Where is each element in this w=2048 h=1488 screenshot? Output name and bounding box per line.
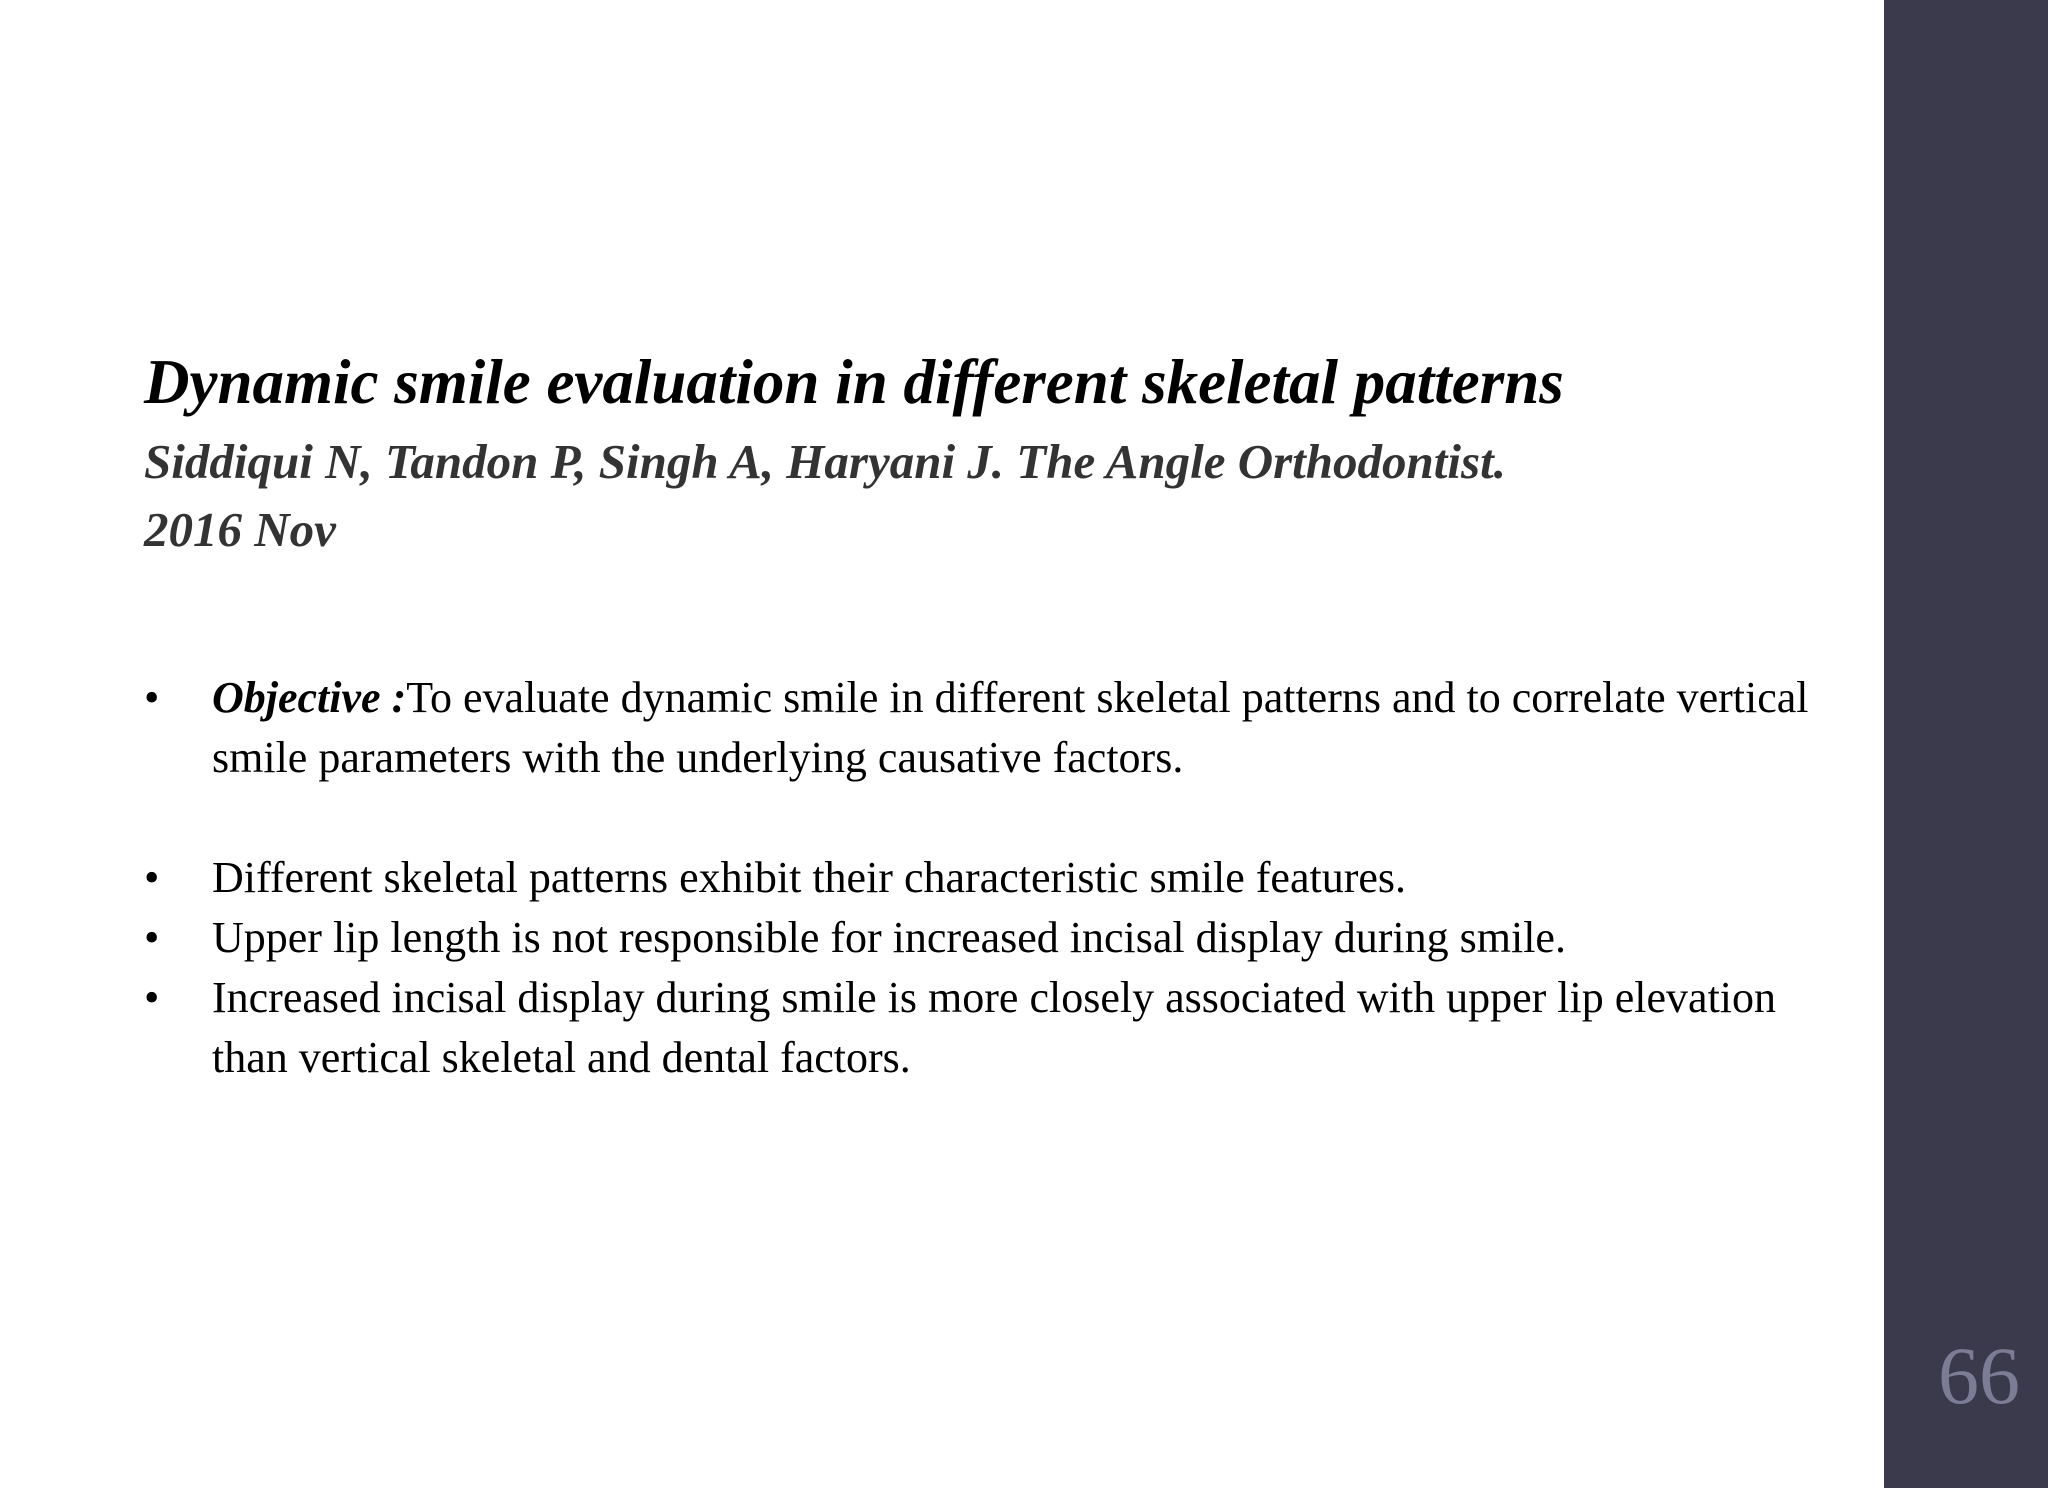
bullet-marker: • — [144, 913, 160, 962]
citation — [144, 428, 1864, 564]
citation-authors-journal: Siddiqui N, Tandon P, Singh A, Haryani J. The Angle Orthodontist. — [144, 434, 1506, 489]
finding-text: Increased incisal display during smile is more closely associated with upper lip elevation than vertical skeletal and dental factors. — [212, 973, 1777, 1082]
objective-text: To evaluate dynamic smile in different skeletal patterns and to correlate vertical smile parameters with the underlying causative factors. — [212, 673, 1809, 782]
sidebar-accent — [1884, 0, 2048, 1488]
bullet-list — [144, 668, 1844, 1088]
list-spacer — [144, 788, 1844, 848]
bullet-marker: • — [144, 973, 160, 1022]
bullet-marker: • — [144, 853, 160, 902]
objective-label: Objective : — [212, 673, 407, 722]
finding-item — [144, 968, 1844, 1088]
finding-text: Upper lip length is not responsible for increased incisal display during smile. — [212, 913, 1566, 962]
slide-number: 66 — [1938, 1330, 2020, 1421]
slide-title: Dynamic smile evaluation in different skeletal patterns — [144, 347, 1564, 417]
finding-text: Different skeletal patterns exhibit their characteristic smile features. — [212, 853, 1407, 902]
citation-date: 2016 Nov — [144, 502, 336, 557]
finding-item — [144, 848, 1844, 908]
finding-item — [144, 908, 1844, 968]
objective-item — [144, 668, 1844, 788]
bullet-marker: • — [144, 673, 160, 722]
